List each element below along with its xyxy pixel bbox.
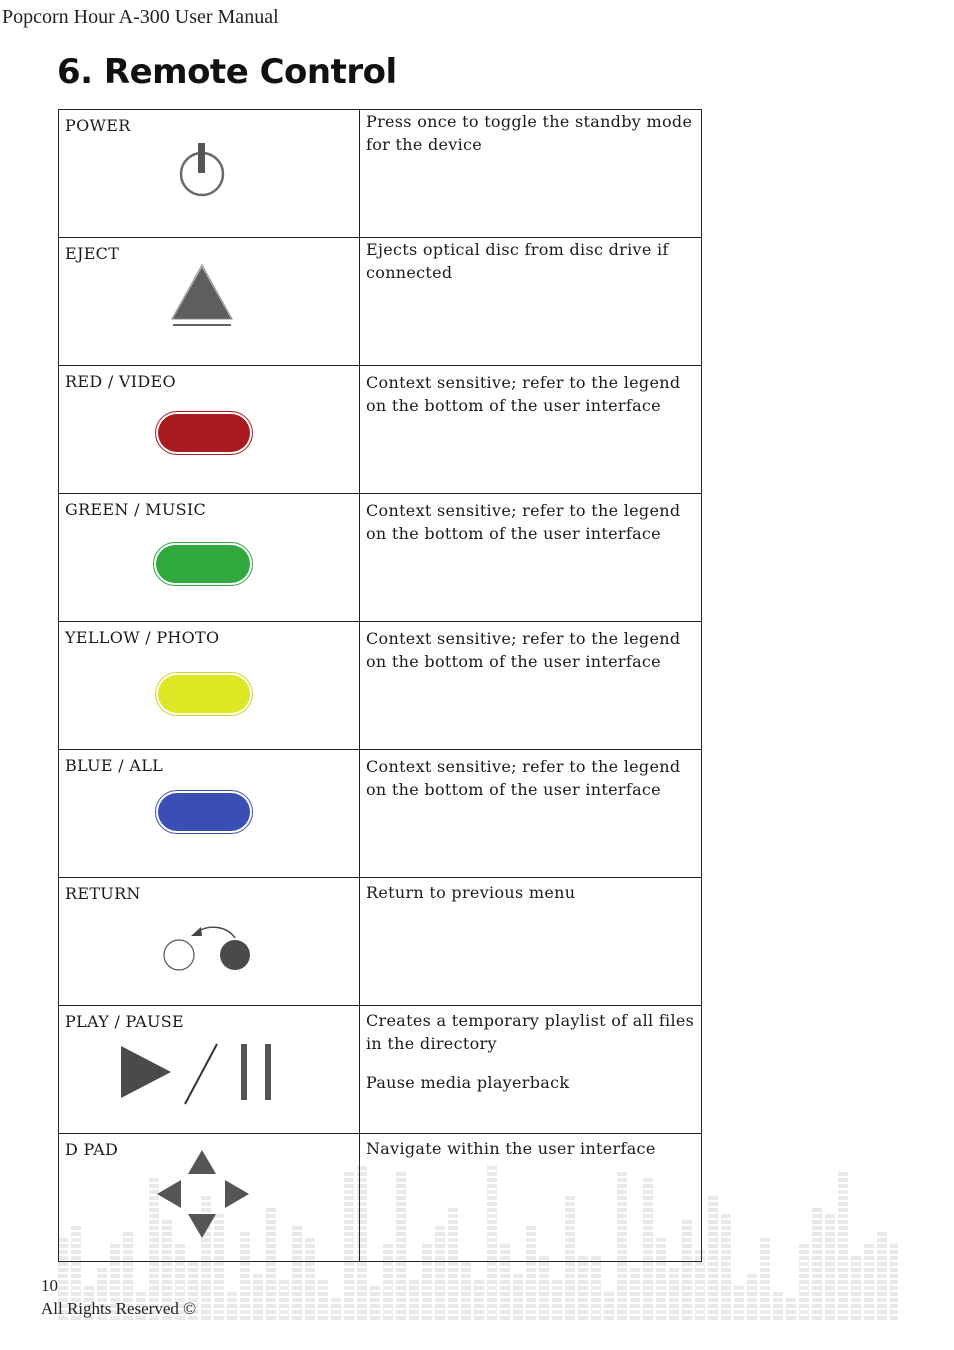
copyright-notice: All Rights Reserved © (41, 1299, 197, 1318)
description-cell (360, 622, 702, 750)
button-name: YELLOW / PHOTO (65, 628, 220, 647)
green-button-icon (153, 542, 253, 586)
play-pause-icon (117, 1040, 277, 1106)
dpad-icon (155, 1148, 251, 1240)
description-cell (360, 1006, 702, 1134)
description-line: Context sensitive; refer to the legend on the bottom of the user interface (366, 757, 681, 799)
description-line: Context sensitive; refer to the legend on the bottom of the user interface (366, 629, 681, 671)
description-cell (360, 366, 702, 494)
eject-icon (171, 264, 233, 330)
table-row (59, 366, 702, 494)
table-row (59, 494, 702, 622)
button-description (360, 750, 701, 801)
return-icon (159, 922, 255, 974)
description-line: Context sensitive; refer to the legend on the bottom of the user interface (366, 501, 681, 543)
description-line: Pause media playerback (366, 1073, 570, 1092)
description-line: Ejects optical disc from disc drive if connected (366, 240, 669, 282)
button-cell (59, 1006, 360, 1134)
description-line: Navigate within the user interface (366, 1139, 656, 1158)
blue-button-icon (155, 790, 253, 834)
button-cell (59, 494, 360, 622)
table-row (59, 238, 702, 366)
description-line: Press once to toggle the standby mode for the device (366, 112, 693, 154)
button-description (360, 238, 701, 284)
button-description (360, 110, 701, 156)
button-description (360, 878, 701, 904)
button-name: GREEN / MUSIC (65, 500, 207, 519)
yellow-button-icon (155, 672, 253, 716)
power-icon (177, 140, 227, 198)
description-cell (360, 494, 702, 622)
description-cell (360, 750, 702, 878)
table-row (59, 1006, 702, 1134)
description-cell (360, 238, 702, 366)
button-description (360, 494, 701, 545)
button-cell (59, 750, 360, 878)
button-description (360, 1006, 701, 1094)
button-cell (59, 1134, 360, 1262)
button-name: BLUE / ALL (65, 756, 164, 775)
button-cell (59, 878, 360, 1006)
remote-control-table (58, 109, 702, 1262)
description-line: Return to previous menu (366, 883, 576, 902)
button-cell (59, 238, 360, 366)
description-cell (360, 1134, 702, 1262)
table-row (59, 878, 702, 1006)
button-description (360, 1134, 701, 1160)
button-description (360, 366, 701, 417)
red-button-icon (155, 411, 253, 455)
button-cell (59, 110, 360, 238)
table-row (59, 1134, 702, 1262)
button-description (360, 622, 701, 673)
description-cell (360, 878, 702, 1006)
button-name: RETURN (65, 884, 141, 903)
button-name: D PAD (65, 1140, 119, 1159)
table-row (59, 110, 702, 238)
button-cell (59, 622, 360, 750)
button-name: EJECT (65, 244, 120, 263)
description-line: Context sensitive; refer to the legend on the bottom of the user interface (366, 373, 681, 415)
button-name: RED / VIDEO (65, 372, 176, 391)
button-cell (59, 366, 360, 494)
description-cell (360, 110, 702, 238)
table-row (59, 750, 702, 878)
button-name: PLAY / PAUSE (65, 1012, 184, 1031)
button-name: POWER (65, 116, 131, 135)
page-title: 6. Remote Control (57, 52, 397, 92)
running-header: Popcorn Hour A-300 User Manual (2, 6, 279, 28)
description-line: Creates a temporary playlist of all files in the directory (366, 1011, 695, 1053)
page-number: 10 (41, 1276, 58, 1295)
table-row (59, 622, 702, 750)
